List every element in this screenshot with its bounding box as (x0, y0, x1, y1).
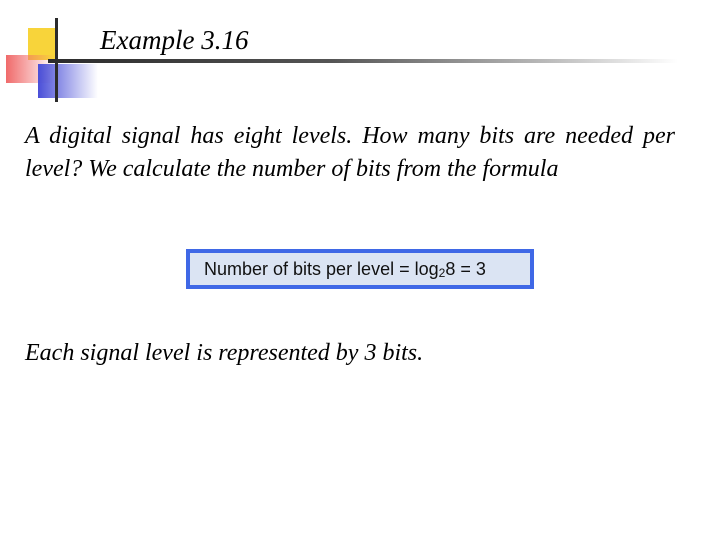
logo-squares-icon (0, 0, 100, 104)
logo-blue-square (38, 64, 98, 98)
conclusion-text: Each signal level is represented by 3 bits. (25, 340, 424, 366)
title-underline-rule (48, 59, 678, 63)
slide-title: Example 3.16 (100, 25, 249, 55)
intro-paragraph: A digital signal has eight levels. How many bits are needed per level? We calculate the number of bits from the formula (25, 123, 675, 182)
slide-logo-decoration (0, 0, 100, 104)
formula-log-base: 2 (438, 266, 446, 280)
formula-box (186, 249, 534, 289)
formula-rhs: 8 = 3 (445, 258, 486, 279)
formula-lhs: Number of bits per level = log (204, 258, 439, 279)
